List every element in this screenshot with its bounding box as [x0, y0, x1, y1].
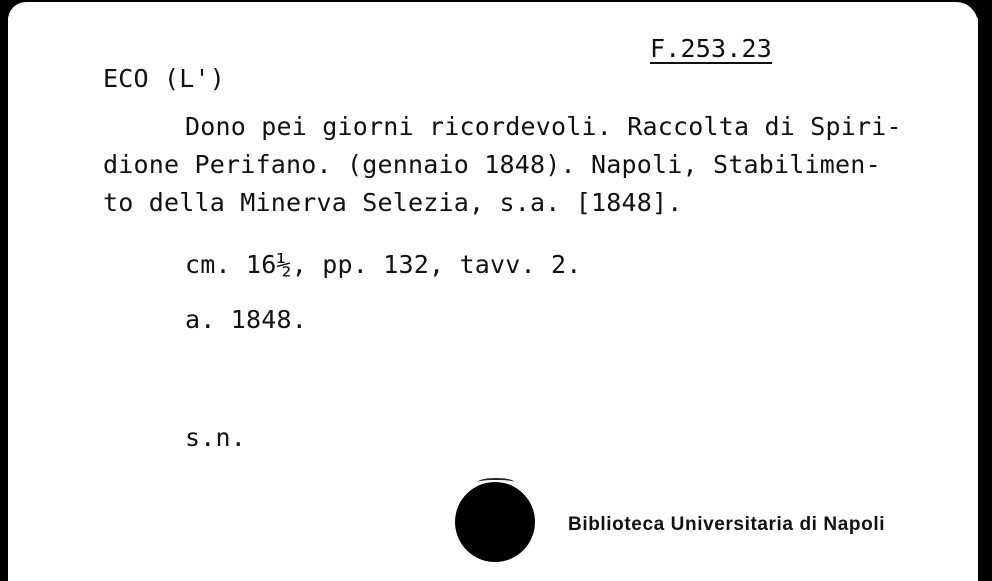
scan-border-left — [0, 0, 8, 581]
sn-note: s.n. — [185, 423, 247, 452]
shelfmark: F.253.23 — [650, 34, 773, 63]
scan-border-right — [978, 0, 992, 581]
description-line-2: dione Perifano. (gennaio 1848). Napoli, Stabilimen- — [103, 150, 881, 179]
description-line-1: Dono pei giorni ricordevoli. Raccolta di Spiri- — [185, 112, 902, 141]
year-note: a. 1848. — [185, 305, 308, 334]
physical-description: cm. 16½, pp. 132, tavv. 2. — [185, 250, 582, 279]
author-heading: ECO (L') — [103, 64, 226, 93]
library-name: Biblioteca Universitaria di Napoli — [568, 514, 886, 535]
library-stamp-icon — [455, 482, 535, 562]
description-line-3: to della Minerva Selezia, s.a. [1848]. — [103, 188, 683, 217]
